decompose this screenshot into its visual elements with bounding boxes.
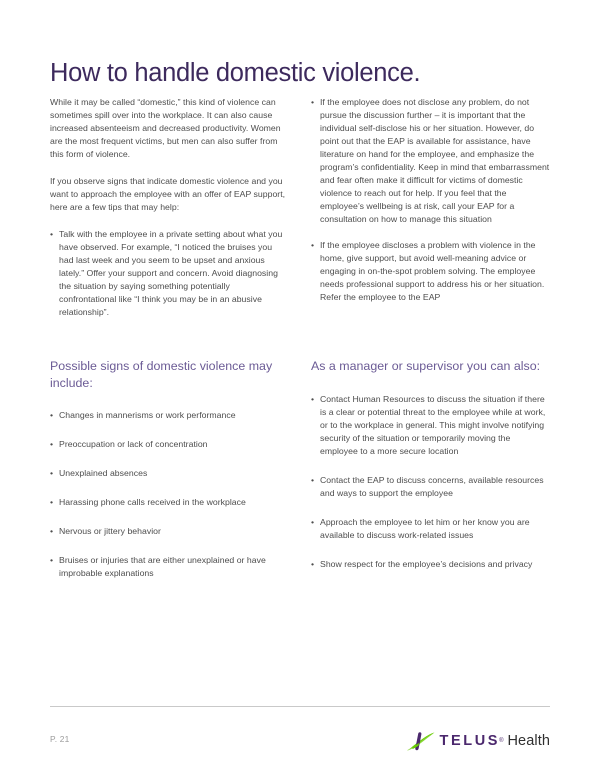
health-wordmark: Health xyxy=(507,732,550,749)
section-manager xyxy=(311,358,550,596)
telus-health-logo xyxy=(406,728,550,754)
intro-columns xyxy=(50,96,550,319)
intro-right-bullet-list xyxy=(311,96,550,304)
intro-right-column xyxy=(311,96,550,319)
intro-paragraph: If you observe signs that indicate domestic violence and you want to approach the employee with an offer of EAP support, here are a few tips that may help: xyxy=(50,176,286,212)
intro-paragraph: While it may be called “domestic,” this kind of violence can sometimes spill over into the workplace. It can also cause increased absenteeism and decreased productivity. Women are the most frequent victims, but men can also suffer from this form of violence. xyxy=(50,97,281,159)
page-number: P. 21 xyxy=(50,734,70,744)
list-item: • Nervous or jittery behavior xyxy=(50,525,289,538)
list-item: • If the employee does not disclose any problem, do not pursue the discussion further – it is important that the individual self-disclose his or her situation. However, do point out that the EAP is available for assistance, have literature on hand for the employee, and emphasize the program’s confidentiality. Keep in mind that embarrassment and fear often make it difficult for victims of domestic violence to reach out for help. If you feel that the employee’s wellbeing is at risk, call your EAP for a consultation on how to manage this situation xyxy=(311,96,550,226)
list-item: • Preoccupation or lack of concentration xyxy=(50,438,289,451)
list-item: • Harassing phone calls received in the workplace xyxy=(50,496,289,509)
footer-divider xyxy=(50,706,550,707)
signs-bullet-list xyxy=(50,409,289,580)
list-item: • Approach the employee to let him or her know you are available to discuss work-related issues xyxy=(311,516,550,542)
telus-swoosh-icon xyxy=(406,729,436,753)
list-item: • Contact Human Resources to discuss the situation if there is a clear or potential threat to the employee while at work, or to the workplace in general. This might involve notifying security of the situation or temporarily moving the employee to a more secure location xyxy=(311,393,550,458)
section-heading-signs: Possible signs of domestic violence may include: xyxy=(50,359,273,390)
intro-left-bullet-list xyxy=(50,228,289,319)
sections-columns xyxy=(50,358,550,596)
section-signs xyxy=(50,358,289,596)
page-title: How to handle domestic violence. xyxy=(50,59,421,88)
list-item: • Unexplained absences xyxy=(50,467,289,480)
list-item: • Bruises or injuries that are either unexplained or have improbable explanations xyxy=(50,554,289,580)
list-item: • Changes in mannerisms or work performance xyxy=(50,409,289,422)
list-item: • Contact the EAP to discuss concerns, available resources and ways to support the employee xyxy=(311,474,550,500)
list-item: • If the employee discloses a problem with violence in the home, give support, but avoid well-meaning advice or engaging in on-the-spot problem solving. The employee needs professional support to address his or her situation. Refer the employee to the EAP xyxy=(311,239,550,304)
list-item: • Show respect for the employee’s decisions and privacy xyxy=(311,558,550,571)
page-footer xyxy=(50,728,550,758)
list-item: • Talk with the employee in a private setting about what you have observed. For example, “I noticed the bruises you had last week and you seem to be upset and anxious lately.” Offer your support and concern. Avoid diagnosing the situation by saying something potentially confrontational like “I think you may be in an abusive relationship”. xyxy=(50,228,289,319)
intro-left-column xyxy=(50,96,289,319)
trademark-symbol: ® xyxy=(499,738,504,744)
telus-wordmark: TELUS xyxy=(439,732,501,749)
section-heading-manager: As a manager or supervisor you can also: xyxy=(311,359,541,373)
manager-bullet-list xyxy=(311,393,550,571)
